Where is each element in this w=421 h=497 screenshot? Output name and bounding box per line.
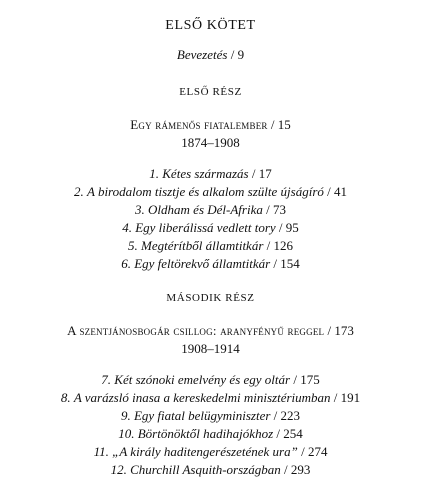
part-1-years: 1874–1908 [181,135,240,150]
separator: / [230,47,238,62]
chapter-number: 12. [110,462,127,477]
separator: / [327,323,335,338]
chapter-number: 3. [135,202,145,217]
intro-page: 9 [237,47,245,62]
chapter-title: Egy fiatal belügyminiszter [133,408,271,423]
chapter-number: 6. [121,256,131,271]
chapter-number: 11. [93,444,109,459]
chapter-title: Börtönöktől hadihajókhoz [137,426,274,441]
chapter-entry [0,201,421,219]
chapter-page: 41 [334,184,348,199]
chapter-number: 10. [118,426,135,441]
chapter-page: 175 [300,372,320,387]
chapter-page: 73 [272,202,286,217]
chapter-entry [0,389,421,407]
chapter-number: 7. [101,372,112,387]
separator: / [327,184,335,199]
chapter-entry [0,461,421,479]
part-1-heading: ELSŐ RÉSZ [179,86,242,98]
chapter-page: 154 [280,256,300,271]
chapter-entry [0,371,421,389]
chapter-title: Megtérítből államtitkár [140,238,264,253]
chapter-entry [0,237,421,255]
chapter-title: A varázsló inasa a kereskedelmi minisztériumban [73,390,331,405]
part-1-page: 15 [277,117,291,132]
chapter-page: 191 [340,390,361,405]
chapter-number: 5. [127,238,138,253]
chapter-entry [0,443,421,461]
part-2-title: A szentjánosbogár csillog: aranyfényű reggel [67,323,325,338]
part-1-title: Egy rámenős fiatalember [130,117,268,132]
separator: / [266,238,274,253]
intro-title: Bevezetés [176,47,228,62]
part-2-title-entry [0,322,421,340]
chapter-number: 1. [149,166,160,181]
part-2-years: 1908–1914 [181,341,240,356]
chapter-number: 8. [60,390,71,405]
chapter-page: 223 [280,408,301,423]
chapter-entry [0,165,421,183]
separator: / [276,426,284,441]
separator: / [278,220,286,235]
part-2-page: 173 [334,323,354,338]
chapter-entry [0,425,421,443]
separator: / [266,202,273,217]
separator: / [251,166,259,181]
part-1-title-entry [0,116,421,134]
chapter-title: Egy liberálissá vedlett tory [135,220,276,235]
chapter-title: Churchill Asquith-országban [130,462,281,477]
chapter-page: 126 [273,238,294,253]
chapter-title: Kétes származás [162,166,249,181]
chapter-title: Egy feltörekvő államtitkár [134,256,271,271]
volume-title: ELSŐ KÖTET [165,18,256,33]
chapter-number: 2. [73,184,84,199]
chapter-entry [0,407,421,425]
chapter-title: „A király haditengerészetének ura” [112,444,298,459]
chapter-entry [0,255,421,273]
separator: / [293,372,301,387]
separator: / [333,390,341,405]
chapter-title: Oldham és Dél-Afrika [148,202,263,217]
chapter-entry [0,183,421,201]
chapter-number: 4. [122,220,132,235]
separator: / [270,117,278,132]
chapter-page: 293 [290,462,311,477]
chapter-page: 274 [307,444,328,459]
part-2-heading: MÁSODIK RÉSZ [166,292,255,304]
chapter-page: 95 [285,220,299,235]
separator: / [283,462,291,477]
separator: / [301,444,308,459]
separator: / [273,408,281,423]
chapter-title: Két szónoki emelvény és egy oltár [114,372,291,387]
chapter-number: 9. [120,408,131,423]
chapter-page: 254 [283,426,303,441]
chapter-title: A birodalom tisztje és alkalom szülte újságíró [86,184,324,199]
intro-entry [0,46,421,64]
chapter-entry [0,219,421,237]
chapter-page: 17 [258,166,272,181]
separator: / [273,256,281,271]
